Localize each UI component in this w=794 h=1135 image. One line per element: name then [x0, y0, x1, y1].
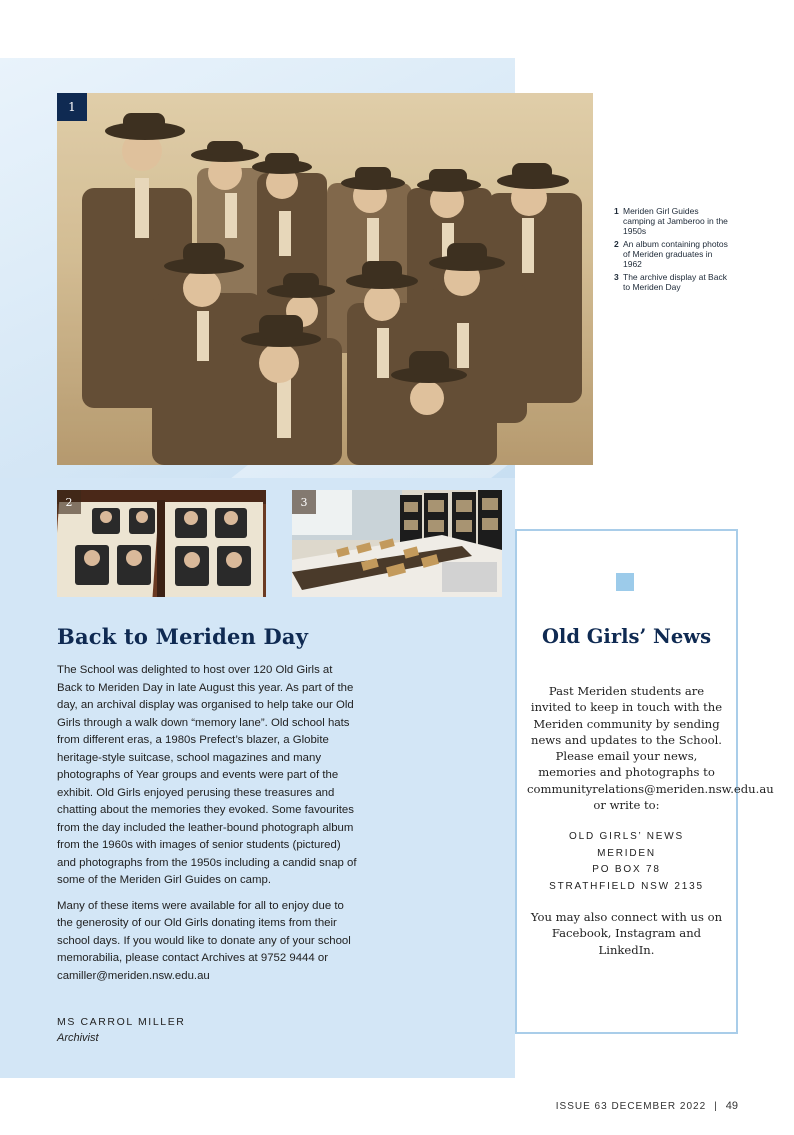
- photo-number-badge: 2: [57, 490, 81, 514]
- archive-display-photo: [292, 490, 502, 597]
- girl-guides-photo: [57, 93, 593, 465]
- news-text: Past Meriden students are invited to keep in touch with the Meriden community by sending news and updates to the School. Please email your news, memories and photographs to communityrelations@meriden.nsw.edu.au or write to:: [527, 684, 774, 813]
- graduates-album-photo: [57, 490, 266, 597]
- caption-text: Meriden Girl Guides camping at Jamberoo in the 1950s: [623, 206, 728, 236]
- address-line: OLD GIRLS’ NEWS: [569, 831, 684, 842]
- photo-number-badge: 1: [57, 93, 87, 121]
- caption-number: 3: [614, 272, 619, 282]
- issue-label: ISSUE 63 DECEMBER 2022: [555, 1101, 707, 1112]
- address-line: MERIDEN: [597, 847, 656, 859]
- page-number: 49: [725, 1100, 738, 1112]
- article-paragraph: Many of these items were available for all to enjoy due to the generosity of our Old Girls donating items from their school days. If you would like to donate any of your school memorabilia, please contact Archives at 9752 9444 or camiller@meriden.nsw.edu.au: [57, 899, 351, 982]
- photo-captions: [614, 206, 729, 295]
- news-title: Old Girls’ News: [541, 625, 712, 648]
- page-footer: [520, 1100, 738, 1112]
- caption-number: 1: [614, 206, 619, 216]
- footer-separator: |: [714, 1101, 718, 1112]
- caption-item: [614, 206, 729, 236]
- news-connect-text: You may also connect with us on Facebook, Instagram and LinkedIn.: [530, 910, 723, 957]
- author-name: MS CARROL MILLER: [57, 1016, 186, 1028]
- article-title: Back to Meriden Day: [57, 624, 309, 649]
- news-mailing-address: [527, 829, 726, 895]
- caption-number: 2: [614, 239, 619, 249]
- photo-number-badge: 3: [292, 490, 316, 514]
- address-line: STRATHFIELD NSW 2135: [549, 880, 704, 892]
- article-paragraph: The School was delighted to host over 120 Old Girls at Back to Meriden Day in late August this year. As part of the day, an archival display was organised to help take our Old Girls through a walk down “memory lane”. Old school hats from different eras, a 1980s Prefect’s blazer, a Globite heritage-style suitcase, school magazines and many photographs of Year groups and events were part of the exhibit. Old Girls enjoyed perusing these treasures and chatting about the memories they evoked. Some favourites from the day included the leather-bound photograph album from the 1960s with images of senior students (pictured) and photographs from the 1950s including a candid snap of some of the Meriden Girl Guides on camp.: [57, 664, 357, 886]
- address-line: PO BOX 78: [592, 864, 661, 875]
- caption-text: The archive display at Back to Meriden Day: [623, 272, 727, 292]
- caption-item: [614, 272, 729, 292]
- caption-text: An album containing photos of Meriden graduates in 1962: [623, 239, 728, 269]
- article-body: [57, 662, 357, 993]
- decorative-square: [616, 573, 634, 591]
- caption-item: [614, 239, 729, 269]
- author-role: Archivist: [57, 1032, 99, 1044]
